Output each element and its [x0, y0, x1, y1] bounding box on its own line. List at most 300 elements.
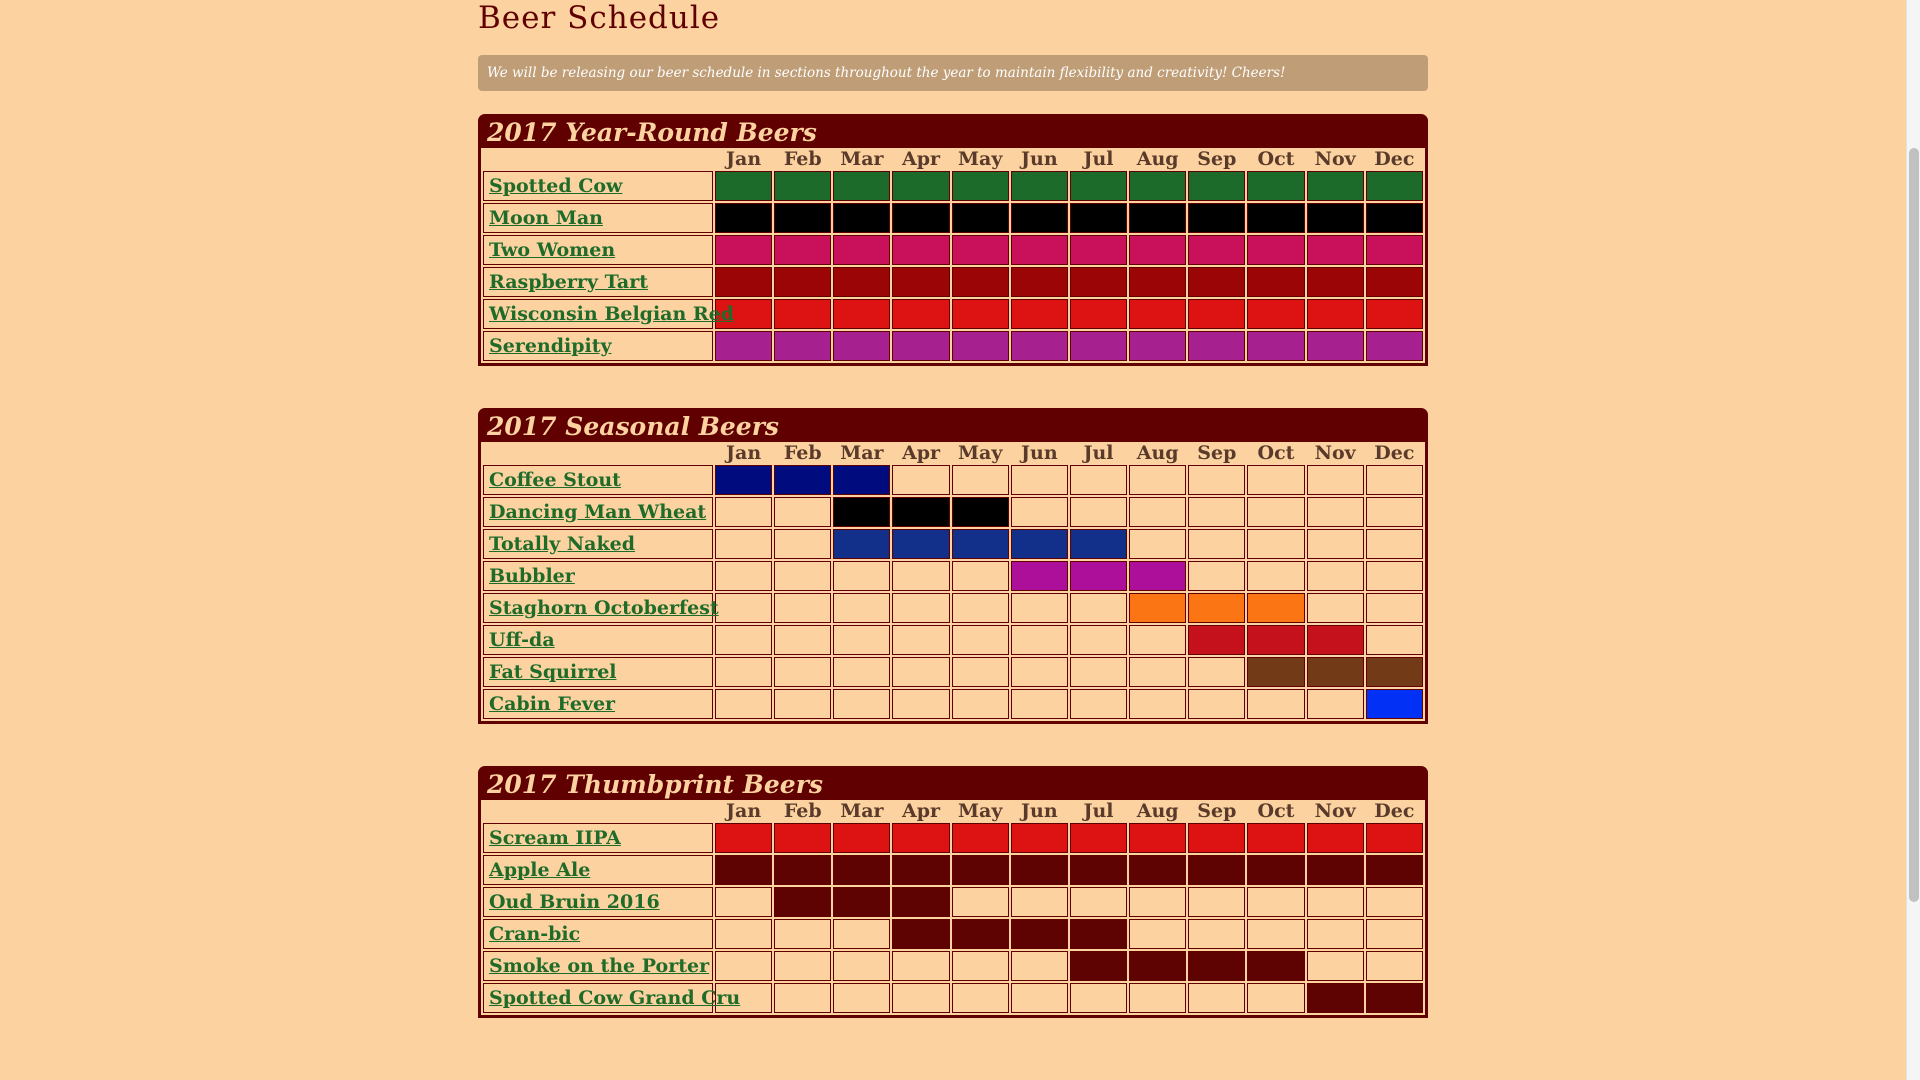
month-cell	[715, 951, 772, 981]
month-cell	[1307, 823, 1364, 853]
month-cell	[1011, 951, 1068, 981]
month-cell	[892, 235, 949, 265]
section-title: 2017 Thumbprint Beers	[481, 769, 1425, 800]
month-cell	[1070, 529, 1127, 559]
beer-name-cell	[483, 951, 713, 981]
beer-row	[483, 887, 1423, 917]
month-cell	[1011, 171, 1068, 201]
month-cell	[833, 855, 890, 885]
beer-link[interactable]: Uff-da	[489, 629, 555, 651]
month-cell	[833, 657, 890, 687]
month-cell	[1070, 593, 1127, 623]
month-header: Jun	[1021, 800, 1058, 822]
month-cell	[774, 497, 831, 527]
month-cell	[1366, 855, 1423, 885]
month-cell	[892, 855, 949, 885]
month-header: Dec	[1374, 442, 1415, 464]
month-header: Jul	[1083, 800, 1114, 822]
month-cell	[1307, 299, 1364, 329]
schedule-table	[481, 800, 1425, 1015]
month-cell	[892, 203, 949, 233]
month-cell	[774, 299, 831, 329]
month-header: Oct	[1257, 148, 1295, 170]
beer-name-cell	[483, 529, 713, 559]
month-header: Mar	[840, 800, 884, 822]
month-cell	[1247, 465, 1304, 495]
month-cell	[952, 919, 1009, 949]
beer-row	[483, 983, 1423, 1013]
month-cell	[1307, 171, 1364, 201]
month-cell	[1070, 235, 1127, 265]
month-cell	[1188, 593, 1245, 623]
month-cell	[1366, 203, 1423, 233]
month-header: May	[958, 148, 1003, 170]
beer-link[interactable]: Two Women	[489, 239, 616, 261]
month-cell	[1070, 983, 1127, 1013]
month-header: Feb	[783, 148, 822, 170]
month-cell	[1188, 855, 1245, 885]
month-cell	[1129, 689, 1186, 719]
month-cell	[774, 593, 831, 623]
month-header: Nov	[1314, 442, 1356, 464]
beer-link[interactable]: Dancing Man Wheat	[489, 501, 707, 523]
month-header: Mar	[840, 442, 884, 464]
month-cell	[1129, 497, 1186, 527]
month-cell	[1247, 919, 1304, 949]
beer-link[interactable]: Apple Ale	[489, 859, 591, 881]
month-cell	[1070, 171, 1127, 201]
month-cell	[774, 203, 831, 233]
month-header: May	[958, 442, 1003, 464]
month-cell	[715, 497, 772, 527]
beer-row	[483, 625, 1423, 655]
month-cell	[1366, 497, 1423, 527]
month-cell	[892, 299, 949, 329]
beer-name-cell	[483, 235, 713, 265]
month-cell	[1188, 561, 1245, 591]
beer-link[interactable]: Scream IIPA	[489, 827, 621, 849]
month-cell	[1070, 625, 1127, 655]
month-header: Mar	[840, 148, 884, 170]
month-cell	[1307, 855, 1364, 885]
month-cell	[1366, 465, 1423, 495]
schedule-section	[478, 766, 1428, 1018]
month-cell	[1011, 203, 1068, 233]
month-cell	[715, 855, 772, 885]
month-cell	[1307, 887, 1364, 917]
month-cell	[833, 887, 890, 917]
month-header: Feb	[783, 442, 822, 464]
header-blank-cell	[483, 802, 713, 821]
month-cell	[952, 625, 1009, 655]
month-cell	[1366, 887, 1423, 917]
month-cell	[1129, 529, 1186, 559]
month-cell	[892, 561, 949, 591]
month-header: Apr	[902, 800, 941, 822]
month-cell	[1129, 299, 1186, 329]
month-cell	[1307, 625, 1364, 655]
month-cell	[892, 465, 949, 495]
month-cell	[1070, 299, 1127, 329]
beer-row	[483, 529, 1423, 559]
month-cell	[892, 983, 949, 1013]
beer-link[interactable]: Cran-bic	[489, 923, 581, 945]
month-cell	[1070, 561, 1127, 591]
month-header: May	[958, 800, 1003, 822]
month-cell	[1070, 823, 1127, 853]
month-cell	[1011, 235, 1068, 265]
month-cell	[1247, 529, 1304, 559]
month-cell	[1247, 983, 1304, 1013]
month-cell	[952, 689, 1009, 719]
month-cell	[833, 171, 890, 201]
month-cell	[774, 171, 831, 201]
month-cell	[1307, 919, 1364, 949]
beer-link[interactable]: Staghorn Octoberfest	[489, 597, 719, 619]
month-header: Sep	[1197, 800, 1237, 822]
month-cell	[892, 625, 949, 655]
month-cell	[1247, 855, 1304, 885]
beer-name-cell	[483, 855, 713, 885]
month-cell	[1070, 203, 1127, 233]
month-cell	[774, 561, 831, 591]
month-cell	[833, 267, 890, 297]
month-header: Aug	[1136, 442, 1179, 464]
month-cell	[952, 299, 1009, 329]
month-cell	[892, 919, 949, 949]
month-cell	[1070, 331, 1127, 361]
month-header: Nov	[1314, 148, 1356, 170]
month-cell	[1188, 267, 1245, 297]
month-cell	[1366, 561, 1423, 591]
month-cell	[1188, 983, 1245, 1013]
beer-row	[483, 593, 1423, 623]
month-cell	[1070, 497, 1127, 527]
month-cell	[1307, 331, 1364, 361]
month-cell	[1188, 203, 1245, 233]
month-cell	[1129, 465, 1186, 495]
month-cell	[833, 529, 890, 559]
month-header: Oct	[1257, 442, 1295, 464]
month-cell	[833, 561, 890, 591]
month-cell	[1011, 983, 1068, 1013]
month-cell	[833, 235, 890, 265]
header-blank-cell	[483, 150, 713, 169]
month-cell	[833, 331, 890, 361]
month-header: Jul	[1083, 148, 1114, 170]
month-cell	[1247, 561, 1304, 591]
month-cell	[1247, 331, 1304, 361]
month-cell	[715, 657, 772, 687]
notice-banner: We will be releasing our beer schedule in sections throughout the year to maintain flexibility and creativity! Cheers!	[478, 55, 1428, 91]
month-cell	[715, 887, 772, 917]
beer-link[interactable]: Oud Bruin 2016	[489, 891, 660, 913]
beer-link[interactable]: Spotted Cow Grand Cru	[489, 987, 741, 1009]
month-cell	[1366, 919, 1423, 949]
month-cell	[1366, 171, 1423, 201]
month-header: Jan	[726, 442, 762, 464]
beer-link[interactable]: Wisconsin Belgian Red	[489, 303, 735, 325]
month-cell	[1307, 951, 1364, 981]
schedule-table	[481, 442, 1425, 721]
month-cell	[1366, 235, 1423, 265]
beer-row	[483, 823, 1423, 853]
month-cell	[774, 887, 831, 917]
month-cell	[1366, 983, 1423, 1013]
beer-name-cell	[483, 657, 713, 687]
month-header: Jun	[1021, 442, 1058, 464]
month-cell	[1188, 657, 1245, 687]
month-cell	[1129, 561, 1186, 591]
month-cell	[715, 465, 772, 495]
beer-name-cell	[483, 919, 713, 949]
beer-name-cell	[483, 625, 713, 655]
month-cell	[1070, 887, 1127, 917]
month-header: Dec	[1374, 148, 1415, 170]
month-cell	[1011, 657, 1068, 687]
month-cell	[1011, 593, 1068, 623]
section-title: 2017 Year-Round Beers	[481, 117, 1425, 148]
month-cell	[1366, 689, 1423, 719]
month-cell	[1070, 689, 1127, 719]
month-cell	[1188, 171, 1245, 201]
month-cell	[1129, 593, 1186, 623]
month-cell	[1247, 823, 1304, 853]
month-header: Sep	[1197, 148, 1237, 170]
month-cell	[715, 331, 772, 361]
month-cell	[1307, 657, 1364, 687]
month-cell	[952, 823, 1009, 853]
month-cell	[1129, 235, 1186, 265]
month-cell	[774, 689, 831, 719]
month-cell	[1129, 331, 1186, 361]
month-cell	[952, 561, 1009, 591]
beer-link[interactable]: Spotted Cow	[489, 175, 623, 197]
beer-row	[483, 465, 1423, 495]
beer-row	[483, 267, 1423, 297]
beer-link[interactable]: Coffee Stout	[489, 469, 621, 491]
month-header-row	[483, 150, 1423, 169]
month-cell	[1070, 951, 1127, 981]
month-cell	[1247, 171, 1304, 201]
month-cell	[1129, 657, 1186, 687]
month-header: Aug	[1136, 148, 1179, 170]
month-cell	[892, 951, 949, 981]
month-cell	[1366, 823, 1423, 853]
beer-name-cell	[483, 299, 735, 329]
month-cell	[952, 529, 1009, 559]
month-header: Jul	[1083, 442, 1114, 464]
beer-link[interactable]: Fat Squirrel	[489, 661, 617, 683]
month-cell	[1247, 951, 1304, 981]
month-cell	[715, 529, 772, 559]
month-cell	[1307, 593, 1364, 623]
month-header: Feb	[783, 800, 822, 822]
beer-name-cell	[483, 887, 713, 917]
month-cell	[1247, 299, 1304, 329]
month-cell	[833, 823, 890, 853]
month-cell	[833, 203, 890, 233]
beer-row	[483, 497, 1423, 527]
beer-link[interactable]: Totally Naked	[489, 533, 636, 555]
month-cell	[833, 951, 890, 981]
beer-row	[483, 657, 1423, 687]
beer-name-cell	[483, 823, 713, 853]
month-cell	[715, 593, 772, 623]
month-header: Apr	[902, 442, 941, 464]
month-cell	[1129, 951, 1186, 981]
month-cell	[952, 203, 1009, 233]
month-cell	[1307, 497, 1364, 527]
month-cell	[1188, 235, 1245, 265]
month-cell	[1247, 203, 1304, 233]
month-cell	[774, 235, 831, 265]
schedule-section	[478, 114, 1428, 366]
month-cell	[1011, 267, 1068, 297]
month-header: Jan	[726, 148, 762, 170]
month-cell	[833, 983, 890, 1013]
month-cell	[1129, 267, 1186, 297]
month-cell	[1011, 689, 1068, 719]
page	[478, 0, 1428, 1018]
month-cell	[1307, 267, 1364, 297]
month-cell	[833, 593, 890, 623]
month-cell	[774, 267, 831, 297]
month-cell	[952, 983, 1009, 1013]
month-cell	[833, 497, 890, 527]
month-header: Nov	[1314, 800, 1356, 822]
month-cell	[833, 465, 890, 495]
beer-row	[483, 235, 1423, 265]
month-cell	[952, 465, 1009, 495]
month-cell	[952, 171, 1009, 201]
vertical-scrollbar[interactable]	[1906, 0, 1920, 1080]
month-cell	[1366, 331, 1423, 361]
beer-link[interactable]: Cabin Fever	[489, 693, 616, 715]
scrollbar-thumb[interactable]	[1909, 148, 1919, 902]
month-cell	[892, 823, 949, 853]
month-cell	[833, 625, 890, 655]
beer-name-cell	[483, 267, 713, 297]
month-cell	[892, 887, 949, 917]
month-cell	[1070, 267, 1127, 297]
month-cell	[1366, 657, 1423, 687]
month-cell	[715, 625, 772, 655]
month-cell	[833, 689, 890, 719]
month-cell	[1188, 299, 1245, 329]
schedule-section	[478, 408, 1428, 724]
month-header: Dec	[1374, 800, 1415, 822]
month-cell	[1188, 951, 1245, 981]
month-cell	[1129, 919, 1186, 949]
month-cell	[715, 823, 772, 853]
month-cell	[1307, 689, 1364, 719]
month-cell	[1070, 465, 1127, 495]
month-cell	[952, 951, 1009, 981]
month-cell	[1129, 855, 1186, 885]
month-header-row	[483, 802, 1423, 821]
month-cell	[774, 625, 831, 655]
month-cell	[1188, 331, 1245, 361]
month-cell	[1247, 625, 1304, 655]
month-cell	[892, 529, 949, 559]
beer-name-cell	[483, 593, 719, 623]
month-cell	[1188, 465, 1245, 495]
month-cell	[774, 529, 831, 559]
month-cell	[1011, 887, 1068, 917]
beer-row	[483, 171, 1423, 201]
month-cell	[1011, 823, 1068, 853]
month-cell	[1366, 267, 1423, 297]
beer-name-cell	[483, 497, 713, 527]
month-cell	[1129, 203, 1186, 233]
month-cell	[1011, 497, 1068, 527]
month-cell	[715, 561, 772, 591]
month-cell	[1011, 299, 1068, 329]
month-cell	[1247, 593, 1304, 623]
schedule-sections	[478, 114, 1428, 1018]
page-title: Beer Schedule	[478, 0, 721, 36]
month-cell	[1188, 823, 1245, 853]
month-cell	[1366, 593, 1423, 623]
beer-name-cell	[483, 983, 741, 1013]
month-cell	[1366, 529, 1423, 559]
month-cell	[1366, 625, 1423, 655]
month-header: Jun	[1021, 148, 1058, 170]
beer-row	[483, 299, 1423, 329]
month-cell	[952, 267, 1009, 297]
month-cell	[774, 657, 831, 687]
month-cell	[1247, 267, 1304, 297]
month-cell	[1188, 529, 1245, 559]
month-cell	[952, 657, 1009, 687]
beer-name-cell	[483, 561, 713, 591]
month-cell	[1307, 203, 1364, 233]
month-cell	[1247, 657, 1304, 687]
month-cell	[715, 267, 772, 297]
month-cell	[774, 951, 831, 981]
month-cell	[715, 689, 772, 719]
month-cell	[1247, 497, 1304, 527]
month-header: Sep	[1197, 442, 1237, 464]
beer-link[interactable]: Bubbler	[489, 565, 575, 587]
month-cell	[952, 497, 1009, 527]
beer-link[interactable]: Smoke on the Porter	[489, 955, 710, 977]
month-cell	[952, 887, 1009, 917]
month-cell	[774, 983, 831, 1013]
beer-link[interactable]: Serendipity	[489, 335, 612, 357]
month-cell	[1011, 625, 1068, 655]
month-cell	[715, 171, 772, 201]
month-header: Apr	[902, 148, 941, 170]
month-cell	[1129, 887, 1186, 917]
month-header: Aug	[1136, 800, 1179, 822]
header-blank-cell	[483, 444, 713, 463]
month-cell	[1070, 855, 1127, 885]
beer-link[interactable]: Moon Man	[489, 207, 603, 229]
month-cell	[892, 171, 949, 201]
month-cell	[1070, 657, 1127, 687]
month-cell	[1247, 689, 1304, 719]
schedule-table	[481, 148, 1425, 363]
month-cell	[1366, 951, 1423, 981]
month-cell	[1247, 235, 1304, 265]
month-header: Jan	[726, 800, 762, 822]
beer-link[interactable]: Raspberry Tart	[489, 271, 648, 293]
month-cell	[1129, 823, 1186, 853]
month-cell	[715, 203, 772, 233]
month-cell	[774, 823, 831, 853]
